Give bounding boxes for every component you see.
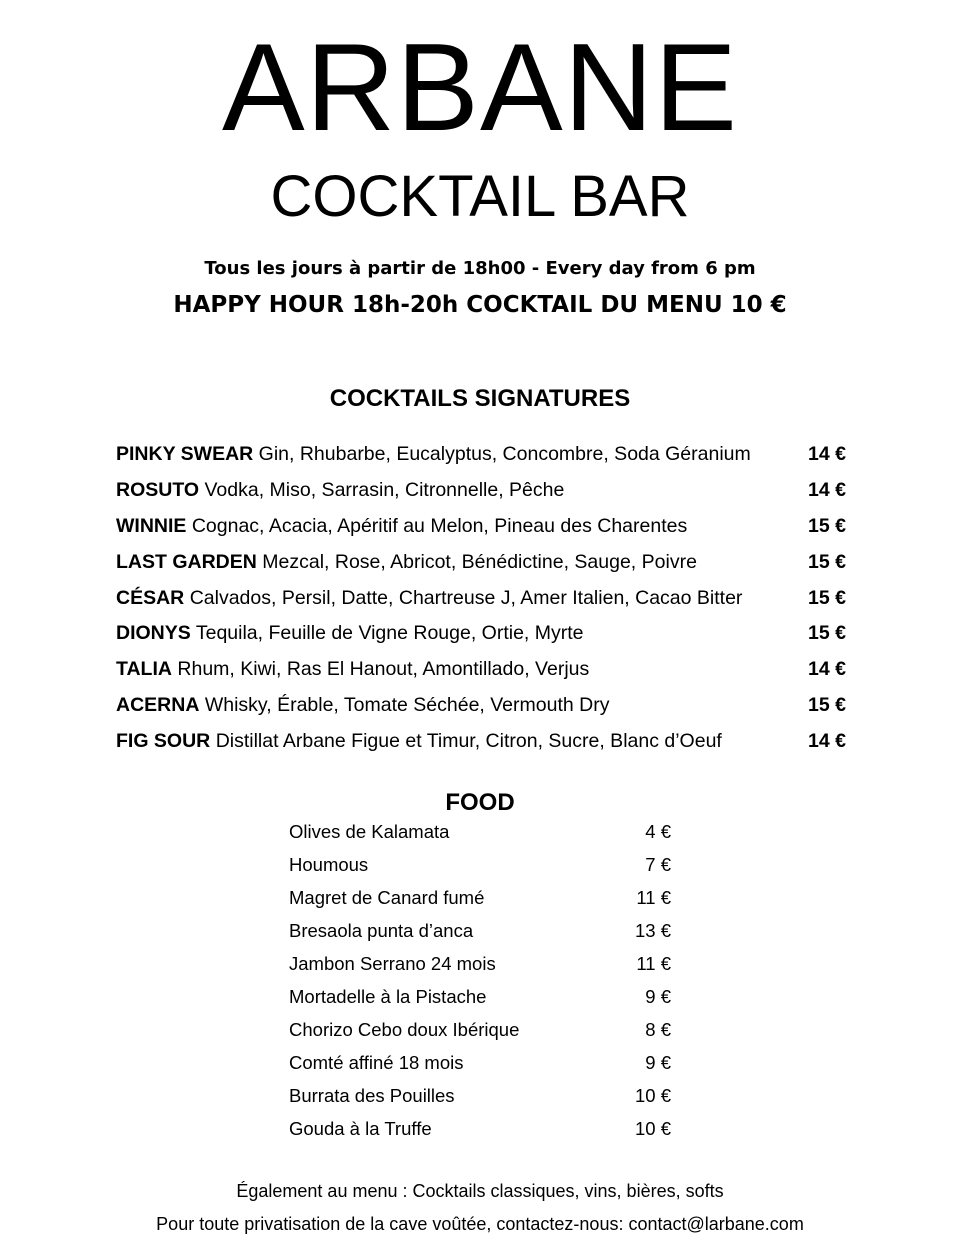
cocktail-ingredients: Whisky, Érable, Tomate Séchée, Vermouth Dry bbox=[204, 693, 610, 716]
food-item bbox=[289, 1112, 671, 1145]
food-name: Gouda à la Truffe bbox=[289, 1117, 432, 1139]
brand-title: ARBANE bbox=[222, 19, 738, 157]
cocktail-ingredients: Vodka, Miso, Sarrasin, Citronnelle, Pêche bbox=[204, 479, 565, 502]
food-item bbox=[289, 1046, 671, 1079]
food-price: 11 € bbox=[636, 886, 671, 908]
food-item bbox=[289, 881, 671, 914]
cocktail-price: 15 € bbox=[808, 514, 846, 537]
food-name: Comté affiné 18 mois bbox=[289, 1051, 464, 1073]
food-price: 9 € bbox=[645, 1051, 671, 1073]
food-name: Chorizo Cebo doux Ibérique bbox=[289, 1018, 520, 1040]
cocktail-ingredients: Tequila, Feuille de Vigne Rouge, Ortie, Myrte bbox=[195, 622, 584, 645]
cocktail-description bbox=[116, 443, 751, 466]
opening-hours: Tous les jours à partir de 18h00 - Every day from 6 pm bbox=[204, 258, 756, 279]
cocktail-name: CÉSAR bbox=[116, 586, 185, 609]
food-name: Magret de Canard fumé bbox=[289, 886, 485, 908]
food-price: 11 € bbox=[636, 952, 671, 974]
cocktail-description bbox=[116, 694, 609, 717]
cocktail-price: 14 € bbox=[808, 443, 846, 466]
food-price: 10 € bbox=[634, 1084, 671, 1106]
food-name: Houmous bbox=[289, 853, 369, 875]
food-name: Olives de Kalamata bbox=[289, 820, 450, 842]
cocktail-item bbox=[116, 652, 846, 688]
cocktail-price: 14 € bbox=[808, 658, 846, 681]
food-name: Jambon Serrano 24 mois bbox=[289, 952, 496, 974]
food-list bbox=[289, 815, 671, 1145]
cocktail-price: 15 € bbox=[808, 693, 846, 716]
food-item bbox=[289, 947, 671, 980]
cocktail-ingredients: Calvados, Persil, Datte, Chartreuse J, Amer Italien, Cacao Bitter bbox=[189, 586, 743, 609]
cocktail-item bbox=[116, 509, 846, 545]
footer-also-on-menu: Également au menu : Cocktails classiques, vins, bières, softs bbox=[236, 1181, 724, 1201]
food-section-title: FOOD bbox=[445, 789, 515, 816]
cocktail-name: FIG SOUR bbox=[116, 729, 211, 752]
food-item bbox=[289, 980, 671, 1013]
food-price: 13 € bbox=[634, 919, 671, 941]
cocktail-name: ACERNA bbox=[116, 693, 200, 716]
cocktail-ingredients: Gin, Rhubarbe, Eucalyptus, Concombre, Soda Géranium bbox=[258, 443, 751, 466]
cocktail-description bbox=[116, 515, 687, 538]
footer-contact: Pour toute privatisation de la cave voûtée, contactez-nous: contact@larbane.com bbox=[156, 1214, 804, 1234]
food-price: 7 € bbox=[645, 853, 671, 875]
food-price: 10 € bbox=[634, 1117, 671, 1139]
cocktail-list bbox=[116, 437, 846, 759]
food-item bbox=[289, 1013, 671, 1046]
cocktail-price: 15 € bbox=[808, 586, 846, 609]
cocktail-description bbox=[116, 587, 742, 610]
cocktail-ingredients: Rhum, Kiwi, Ras El Hanout, Amontillado, Verjus bbox=[177, 658, 590, 681]
cocktail-price: 15 € bbox=[808, 550, 846, 573]
cocktail-price: 15 € bbox=[808, 622, 846, 645]
cocktail-item bbox=[116, 616, 846, 652]
happy-hour: HAPPY HOUR 18h-20h COCKTAIL DU MENU 10 € bbox=[173, 292, 787, 318]
cocktails-section-title: COCKTAILS SIGNATURES bbox=[329, 385, 631, 412]
cocktail-ingredients: Cognac, Acacia, Apéritif au Melon, Pineau des Charentes bbox=[191, 514, 688, 537]
cocktail-price: 14 € bbox=[808, 479, 846, 502]
food-price: 4 € bbox=[645, 820, 671, 842]
cocktail-price: 14 € bbox=[808, 729, 846, 752]
cocktail-description bbox=[116, 622, 584, 645]
brand-subtitle: COCKTAIL BAR bbox=[270, 164, 690, 229]
cocktail-description bbox=[116, 551, 697, 574]
food-price: 8 € bbox=[645, 1018, 671, 1040]
food-item bbox=[289, 815, 671, 848]
cocktail-ingredients: Mezcal, Rose, Abricot, Bénédictine, Sauge, Poivre bbox=[262, 550, 697, 573]
food-name: Bresaola punta d’anca bbox=[289, 919, 474, 941]
food-name: Mortadelle à la Pistache bbox=[289, 985, 487, 1007]
cocktail-item bbox=[116, 580, 846, 616]
cocktail-ingredients: Distillat Arbane Figue et Timur, Citron, Sucre, Blanc d’Oeuf bbox=[215, 729, 722, 752]
food-price: 9 € bbox=[645, 985, 671, 1007]
cocktail-item bbox=[116, 473, 846, 509]
cocktail-description bbox=[116, 730, 722, 753]
cocktail-name: WINNIE bbox=[116, 514, 187, 537]
cocktail-description bbox=[116, 479, 564, 502]
cocktail-name: ROSUTO bbox=[116, 479, 200, 502]
food-item bbox=[289, 848, 671, 881]
cocktail-item bbox=[116, 688, 846, 724]
cocktail-item bbox=[116, 437, 846, 473]
cocktail-name: TALIA bbox=[116, 658, 172, 681]
cocktail-name: DIONYS bbox=[116, 622, 191, 645]
cocktail-name: PINKY SWEAR bbox=[116, 443, 254, 466]
cocktail-name: LAST GARDEN bbox=[116, 550, 257, 573]
cocktail-item bbox=[116, 723, 846, 759]
cocktail-item bbox=[116, 544, 846, 580]
cocktail-description bbox=[116, 658, 589, 681]
food-name: Burrata des Pouilles bbox=[289, 1084, 455, 1106]
food-item bbox=[289, 914, 671, 947]
food-item bbox=[289, 1079, 671, 1112]
